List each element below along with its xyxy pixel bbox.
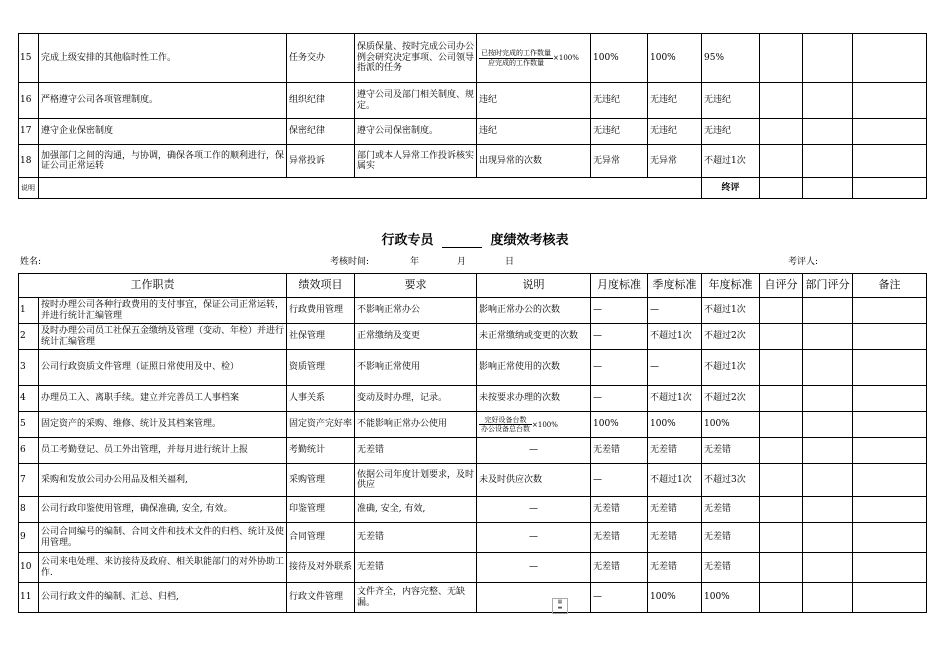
time-label: 考核时间:	[330, 257, 370, 267]
item-cell: 组织纪律	[287, 83, 355, 119]
requirement-cell: 无差错	[355, 553, 477, 583]
dept-score-cell[interactable]	[803, 523, 853, 553]
duty-cell: 固定资产的采购、维修、统计及其档案管理。	[39, 412, 287, 438]
notes-cell[interactable]	[853, 298, 927, 324]
year-standard-cell: 不超过1次	[702, 350, 760, 386]
self-score-cell[interactable]	[760, 83, 803, 119]
fraction-denominator: 应完成的工作数量	[488, 58, 544, 67]
year-standard-cell: 无差错	[702, 497, 760, 523]
notes-cell[interactable]	[853, 553, 927, 583]
self-score-cell[interactable]	[760, 412, 803, 438]
item-cell: 合同管理	[287, 523, 355, 553]
row-number: 18	[19, 145, 39, 178]
duty-cell: 员工考勤登记、员工外出管理，并每月进行统计上报	[39, 438, 287, 464]
quarter-standard-cell: 无差错	[648, 438, 702, 464]
duty-cell: 采购和发放公司办公用品及相关福利,	[39, 464, 287, 497]
fraction-numerator: 已按时完成的工作数量	[481, 49, 551, 58]
item-cell: 资质管理	[287, 350, 355, 386]
table-row	[19, 350, 927, 386]
month-standard-cell: 无违纪	[591, 83, 648, 119]
explanation-cell: 影响正常办公的次数	[477, 298, 591, 324]
explanation-cell: —	[477, 523, 591, 553]
remark-label: 说明	[19, 178, 39, 199]
self-score-cell[interactable]	[760, 324, 803, 350]
month-standard-cell: —	[591, 298, 648, 324]
notes-cell[interactable]	[853, 34, 927, 83]
title-blank[interactable]	[442, 235, 482, 248]
item-cell: 行政费用管理	[287, 298, 355, 324]
notes-cell[interactable]	[853, 83, 927, 119]
requirement-cell: 不影响正常办公	[355, 298, 477, 324]
month-standard-cell: 无异常	[591, 145, 648, 178]
quarter-standard-cell: 无违纪	[648, 119, 702, 145]
dept-score-cell[interactable]	[803, 119, 853, 145]
table-row	[19, 497, 927, 523]
explanation-cell: 未按要求办理的次数	[477, 386, 591, 412]
table-row	[19, 583, 927, 613]
self-score-cell[interactable]	[760, 553, 803, 583]
notes-cell[interactable]	[853, 497, 927, 523]
explanation-cell: 违纪	[477, 83, 591, 119]
notes-cell[interactable]	[853, 464, 927, 497]
item-cell: 固定资产完好率	[287, 412, 355, 438]
requirement-cell: 依据公司年度计划要求，及时供应	[355, 464, 477, 497]
notes-cell[interactable]	[853, 583, 927, 613]
fraction-denominator: 办公设备总台数	[481, 425, 530, 433]
row-number: 8	[19, 497, 39, 523]
title-prefix: 行政专员	[381, 233, 434, 248]
row-number: 4	[19, 386, 39, 412]
year-standard-cell: 不超过3次	[702, 464, 760, 497]
requirement-cell: 不能影响正常办公使用	[355, 412, 477, 438]
row-number: 9	[19, 523, 39, 553]
table-row	[19, 412, 927, 438]
header-quarter: 季度标准	[648, 274, 702, 298]
month-label: 月	[457, 257, 467, 267]
explanation-cell	[477, 412, 591, 438]
duty-cell: 办理员工入、离职手续。建立并完善员工人事档案	[39, 386, 287, 412]
duty-cell: 严格遵守公司各项管理制度。	[39, 83, 287, 119]
header-month: 月度标准	[591, 274, 648, 298]
dept-score-cell[interactable]	[803, 553, 853, 583]
year-standard-cell: 无差错	[702, 523, 760, 553]
dept-score-cell[interactable]	[803, 438, 853, 464]
header-notes: 备注	[853, 274, 927, 298]
year-standard-cell: 无差错	[702, 438, 760, 464]
fraction-formula	[479, 415, 558, 433]
final-label: 终评	[702, 178, 760, 199]
explanation-cell: 未正常缴纳或变更的次数	[477, 324, 591, 350]
month-standard-cell: 无差错	[591, 553, 648, 583]
item-cell: 社保管理	[287, 324, 355, 350]
duty-cell: 加强部门之间的沟通，与协调，确保各项工作的顺利进行，保证公司正常运转	[39, 145, 287, 178]
duty-cell: 公司合同编号的编制、合同文件和技术文件的归档、统计及使用管理。	[39, 523, 287, 553]
duty-cell: 公司行政资质文件管理（证照日常使用及中、检）	[39, 350, 287, 386]
year-standard-cell: 不超过1次	[702, 298, 760, 324]
requirement-cell: 不影响正常使用	[355, 350, 477, 386]
self-score-cell[interactable]	[760, 386, 803, 412]
table-row	[19, 438, 927, 464]
duty-cell: 公司行政文件的编制、汇总、归档,	[39, 583, 287, 613]
month-standard-cell: —	[591, 464, 648, 497]
month-standard-cell: 100%	[591, 412, 648, 438]
month-standard-cell: —	[591, 583, 648, 613]
self-score-cell[interactable]	[760, 497, 803, 523]
explanation-cell: —	[477, 497, 591, 523]
table-row	[19, 34, 927, 83]
table-row	[19, 386, 927, 412]
self-score-cell[interactable]	[760, 350, 803, 386]
row-number: 2	[19, 324, 39, 350]
table-row	[19, 145, 927, 178]
notes-cell[interactable]	[853, 324, 927, 350]
notes-cell[interactable]	[853, 412, 927, 438]
notes-cell[interactable]	[853, 523, 927, 553]
dept-score-cell[interactable]	[803, 145, 853, 178]
item-cell: 考勤统计	[287, 438, 355, 464]
requirement-cell: 准确, 安全, 有效,	[355, 497, 477, 523]
explanation-cell: 违纪	[477, 119, 591, 145]
item-cell: 采购管理	[287, 464, 355, 497]
month-standard-cell: 100%	[591, 34, 648, 83]
table-row	[19, 83, 927, 119]
dept-score-cell[interactable]	[803, 34, 853, 83]
header-row	[19, 274, 927, 298]
dept-score-cell[interactable]	[803, 324, 853, 350]
duty-cell: 完成上级安排的其他临时性工作。	[39, 34, 287, 83]
year-standard-cell: 不超过2次	[702, 386, 760, 412]
notes-cell[interactable]	[853, 438, 927, 464]
requirement-cell: 文件齐全，内容完整、无缺漏。	[355, 583, 477, 613]
duty-cell: 公司行政印鉴使用管理，确保准确, 安全, 有效。	[39, 497, 287, 523]
header-duty: 工作职责	[19, 274, 287, 298]
month-standard-cell: 无差错	[591, 523, 648, 553]
self-score-cell[interactable]	[760, 145, 803, 178]
quarter-standard-cell: 100%	[648, 34, 702, 83]
fraction-multiplier: ×100%	[532, 420, 558, 429]
self-score-cell[interactable]	[760, 464, 803, 497]
notes-cell[interactable]	[853, 386, 927, 412]
item-cell: 保密纪律	[287, 119, 355, 145]
explanation-cell: 影响正常使用的次数	[477, 350, 591, 386]
month-standard-cell: —	[591, 324, 648, 350]
row-number: 7	[19, 464, 39, 497]
item-cell: 任务交办	[287, 34, 355, 83]
row-number: 16	[19, 83, 39, 119]
quarter-standard-cell: —	[648, 350, 702, 386]
row-number: 1	[19, 298, 39, 324]
table-row	[19, 553, 927, 583]
dept-score-cell[interactable]	[803, 386, 853, 412]
explanation-cell: —	[477, 553, 591, 583]
month-standard-cell: 无差错	[591, 438, 648, 464]
self-score-cell[interactable]	[760, 523, 803, 553]
quarter-standard-cell: 不超过1次	[648, 464, 702, 497]
month-standard-cell: —	[591, 386, 648, 412]
name-label: 姓名:	[20, 257, 42, 267]
table-row	[19, 119, 927, 145]
fraction-numerator: 完好设备台数	[479, 416, 532, 425]
item-cell: 行政文件管理	[287, 583, 355, 613]
duty-cell: 公司来电处理、来访接待及政府、相关职能部门的对外协助工作.	[39, 553, 287, 583]
year-standard-cell: 无违纪	[702, 119, 760, 145]
year-standard-cell: 95%	[702, 34, 760, 83]
row-number: 3	[19, 350, 39, 386]
year-standard-cell: 100%	[702, 412, 760, 438]
main-table	[18, 273, 927, 613]
table-row	[19, 523, 927, 553]
explanation-cell	[477, 34, 591, 83]
requirement-cell: 部门或本人异常工作投诉核实属实	[355, 145, 477, 178]
self-score-cell[interactable]	[760, 298, 803, 324]
notes-cell[interactable]	[853, 350, 927, 386]
year-standard-cell: 不超过2次	[702, 324, 760, 350]
self-score-cell[interactable]	[760, 119, 803, 145]
row-number: 11	[19, 583, 39, 613]
header-item: 绩效项目	[287, 274, 355, 298]
self-score-cell[interactable]	[760, 583, 803, 613]
requirement-cell: 遵守公司及部门相关制度、规定。	[355, 83, 477, 119]
fraction-formula	[479, 49, 579, 67]
month-standard-cell: 无违纪	[591, 119, 648, 145]
quarter-standard-cell: 无差错	[648, 523, 702, 553]
row-number: 5	[19, 412, 39, 438]
quarter-standard-cell: 不超过1次	[648, 386, 702, 412]
notes-cell[interactable]	[853, 119, 927, 145]
dept-score-cell[interactable]	[803, 350, 853, 386]
top-table	[18, 33, 927, 199]
year-standard-cell: 100%	[702, 583, 760, 613]
year-standard-cell: 不超过1次	[702, 145, 760, 178]
quarter-standard-cell: 无差错	[648, 553, 702, 583]
item-cell: 接待及对外联系	[287, 553, 355, 583]
explanation-cell: 出现异常的次数	[477, 145, 591, 178]
page-title	[0, 229, 950, 248]
quarter-standard-cell: 无差错	[648, 497, 702, 523]
day-label: 日	[505, 257, 515, 267]
quarter-standard-cell: 不超过1次	[648, 324, 702, 350]
dept-score-cell[interactable]	[803, 464, 853, 497]
fraction-multiplier: ×100%	[553, 54, 579, 62]
item-cell: 印鉴管理	[287, 497, 355, 523]
title-suffix: 度绩效考核表	[490, 233, 569, 248]
header-self-score: 自评分	[760, 274, 803, 298]
duty-cell: 按时办理公司各种行政费用的支付事宜，保证公司正常运转，并进行统计汇编管理	[39, 298, 287, 324]
requirement-cell: 正常缴纳及变更	[355, 324, 477, 350]
dept-score-cell[interactable]	[803, 298, 853, 324]
notes-cell[interactable]	[853, 145, 927, 178]
explanation-cell: —	[477, 438, 591, 464]
month-standard-cell: —	[591, 350, 648, 386]
stamp-mark: ▦ ▬	[552, 598, 568, 614]
quarter-standard-cell: 无异常	[648, 145, 702, 178]
duty-cell: 及时办理公司员工社保五金缴纳及管理（变动、年检）并进行统计汇编管理	[39, 324, 287, 350]
explanation-cell	[477, 583, 591, 613]
table-row	[19, 298, 927, 324]
year-label: 年	[410, 257, 420, 267]
duty-cell: 遵守企业保密制度	[39, 119, 287, 145]
quarter-standard-cell: —	[648, 298, 702, 324]
requirement-cell: 无差错	[355, 438, 477, 464]
year-standard-cell: 无差错	[702, 553, 760, 583]
item-cell: 人事关系	[287, 386, 355, 412]
dept-score-cell[interactable]	[803, 583, 853, 613]
dept-score-cell[interactable]	[803, 83, 853, 119]
requirement-cell: 保质保量、按时完成公司办公例会研究决定事项、公司领导指派的任务	[355, 34, 477, 83]
header-req: 要求	[355, 274, 477, 298]
dept-score-cell[interactable]	[803, 497, 853, 523]
self-score-cell[interactable]	[760, 438, 803, 464]
table-row	[19, 464, 927, 497]
assessor-label: 考评人:	[788, 257, 819, 267]
quarter-standard-cell: 100%	[648, 583, 702, 613]
dept-score-cell[interactable]	[803, 412, 853, 438]
table-row	[19, 324, 927, 350]
row-number: 10	[19, 553, 39, 583]
requirement-cell: 遵守公司保密制度。	[355, 119, 477, 145]
header-year: 年度标准	[702, 274, 760, 298]
row-number: 15	[19, 34, 39, 83]
requirement-cell: 无差错	[355, 523, 477, 553]
quarter-standard-cell: 无违纪	[648, 83, 702, 119]
month-standard-cell: 无差错	[591, 497, 648, 523]
year-standard-cell: 无违纪	[702, 83, 760, 119]
item-cell: 异常投诉	[287, 145, 355, 178]
row-number: 17	[19, 119, 39, 145]
requirement-cell: 变动及时办理，记录。	[355, 386, 477, 412]
explanation-cell: 未及时供应次数	[477, 464, 591, 497]
remark-row	[19, 178, 927, 199]
row-number: 6	[19, 438, 39, 464]
quarter-standard-cell: 100%	[648, 412, 702, 438]
header-dept-score: 部门评分	[803, 274, 853, 298]
self-score-cell[interactable]	[760, 34, 803, 83]
header-expl: 说明	[477, 274, 591, 298]
